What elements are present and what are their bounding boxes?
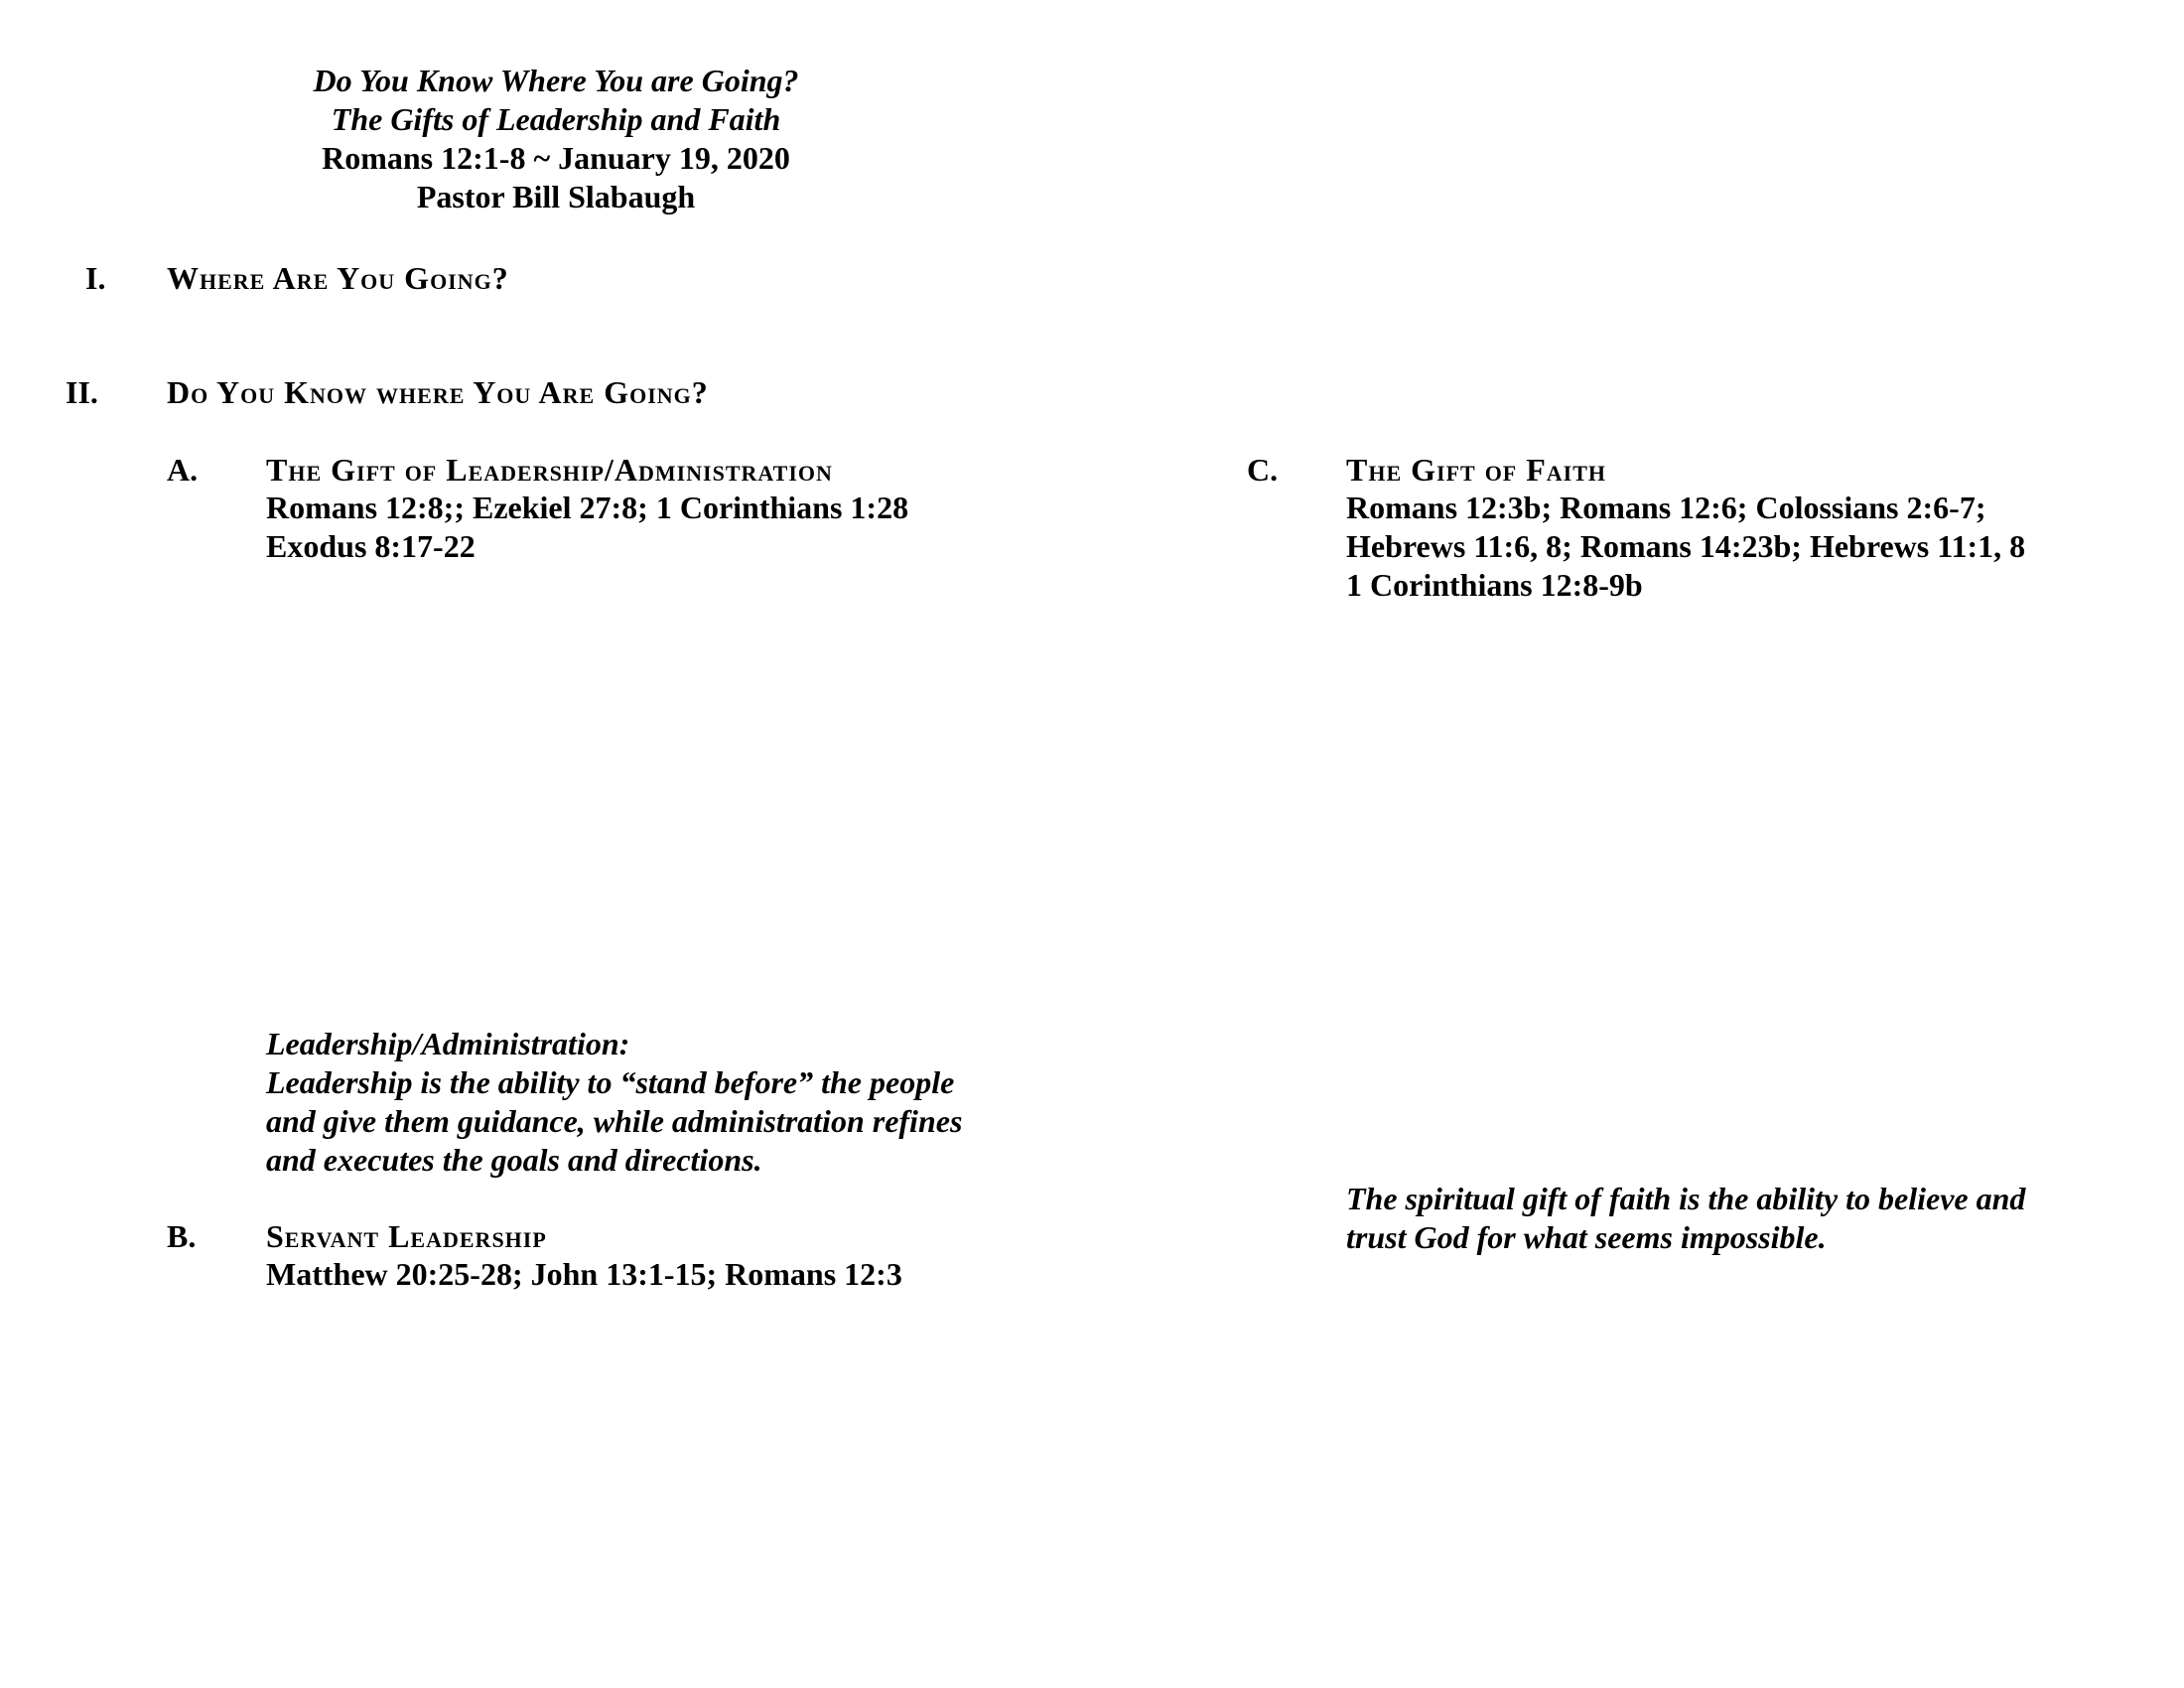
- point-a-heading: The Gift of Leadership/Administration: [266, 452, 833, 488]
- sermon-title-block: [159, 62, 953, 216]
- point-c-refs: [1346, 489, 2140, 605]
- pastor-name: Pastor Bill Slabaugh: [416, 179, 696, 214]
- sermon-title: Do You Know Where You are Going?: [313, 63, 799, 98]
- point-c-letter: C.: [1247, 452, 1279, 488]
- definition-line: and executes the goals and directions.: [266, 1142, 762, 1178]
- scripture-date: Romans 12:1-8 ~ January 19, 2020: [322, 140, 790, 176]
- section-1-heading: Where Are You Going?: [167, 260, 509, 296]
- leadership-definition: [266, 1025, 1060, 1180]
- point-a: [266, 452, 1021, 566]
- scripture-ref: Matthew 20:25-28; John 13:1-15; Romans 12:3: [266, 1256, 902, 1292]
- scripture-ref: Exodus 8:17-22: [266, 528, 476, 564]
- faith-definition: [1346, 1180, 2140, 1257]
- definition-line: Leadership is the ability to “stand before” the people: [266, 1064, 955, 1100]
- definition-line: trust God for what seems impossible.: [1346, 1219, 1827, 1255]
- sermon-subtitle: The Gifts of Leadership and Faith: [331, 101, 781, 137]
- point-c-heading: The Gift of Faith: [1346, 452, 1607, 488]
- scripture-ref: Hebrews 11:6, 8; Romans 14:23b; Hebrews 11:1, 8: [1346, 528, 2026, 564]
- scripture-ref: Romans 12:3b; Romans 12:6; Colossians 2:6-7;: [1346, 490, 1986, 525]
- point-b-heading: Servant Leadership: [266, 1218, 547, 1254]
- section-2-heading: Do You Know where You Are Going?: [167, 374, 709, 410]
- definition-line: Leadership/Administration:: [266, 1026, 630, 1061]
- point-b: [266, 1218, 1021, 1294]
- point-a-refs: [266, 489, 1021, 566]
- section-1-numeral: I.: [85, 260, 106, 296]
- definition-line: The spiritual gift of faith is the ability to believe and: [1346, 1181, 2026, 1216]
- point-b-letter: B.: [167, 1218, 197, 1254]
- definition-line: and give them guidance, while administration refines: [266, 1103, 963, 1139]
- point-a-letter: A.: [167, 452, 199, 488]
- point-c: [1346, 452, 2140, 605]
- point-b-refs: [266, 1255, 1021, 1294]
- scripture-ref: Romans 12:8;; Ezekiel 27:8; 1 Corinthians 1:28: [266, 490, 909, 525]
- section-2-numeral: II.: [66, 374, 98, 410]
- scripture-ref: 1 Corinthians 12:8-9b: [1346, 567, 1643, 603]
